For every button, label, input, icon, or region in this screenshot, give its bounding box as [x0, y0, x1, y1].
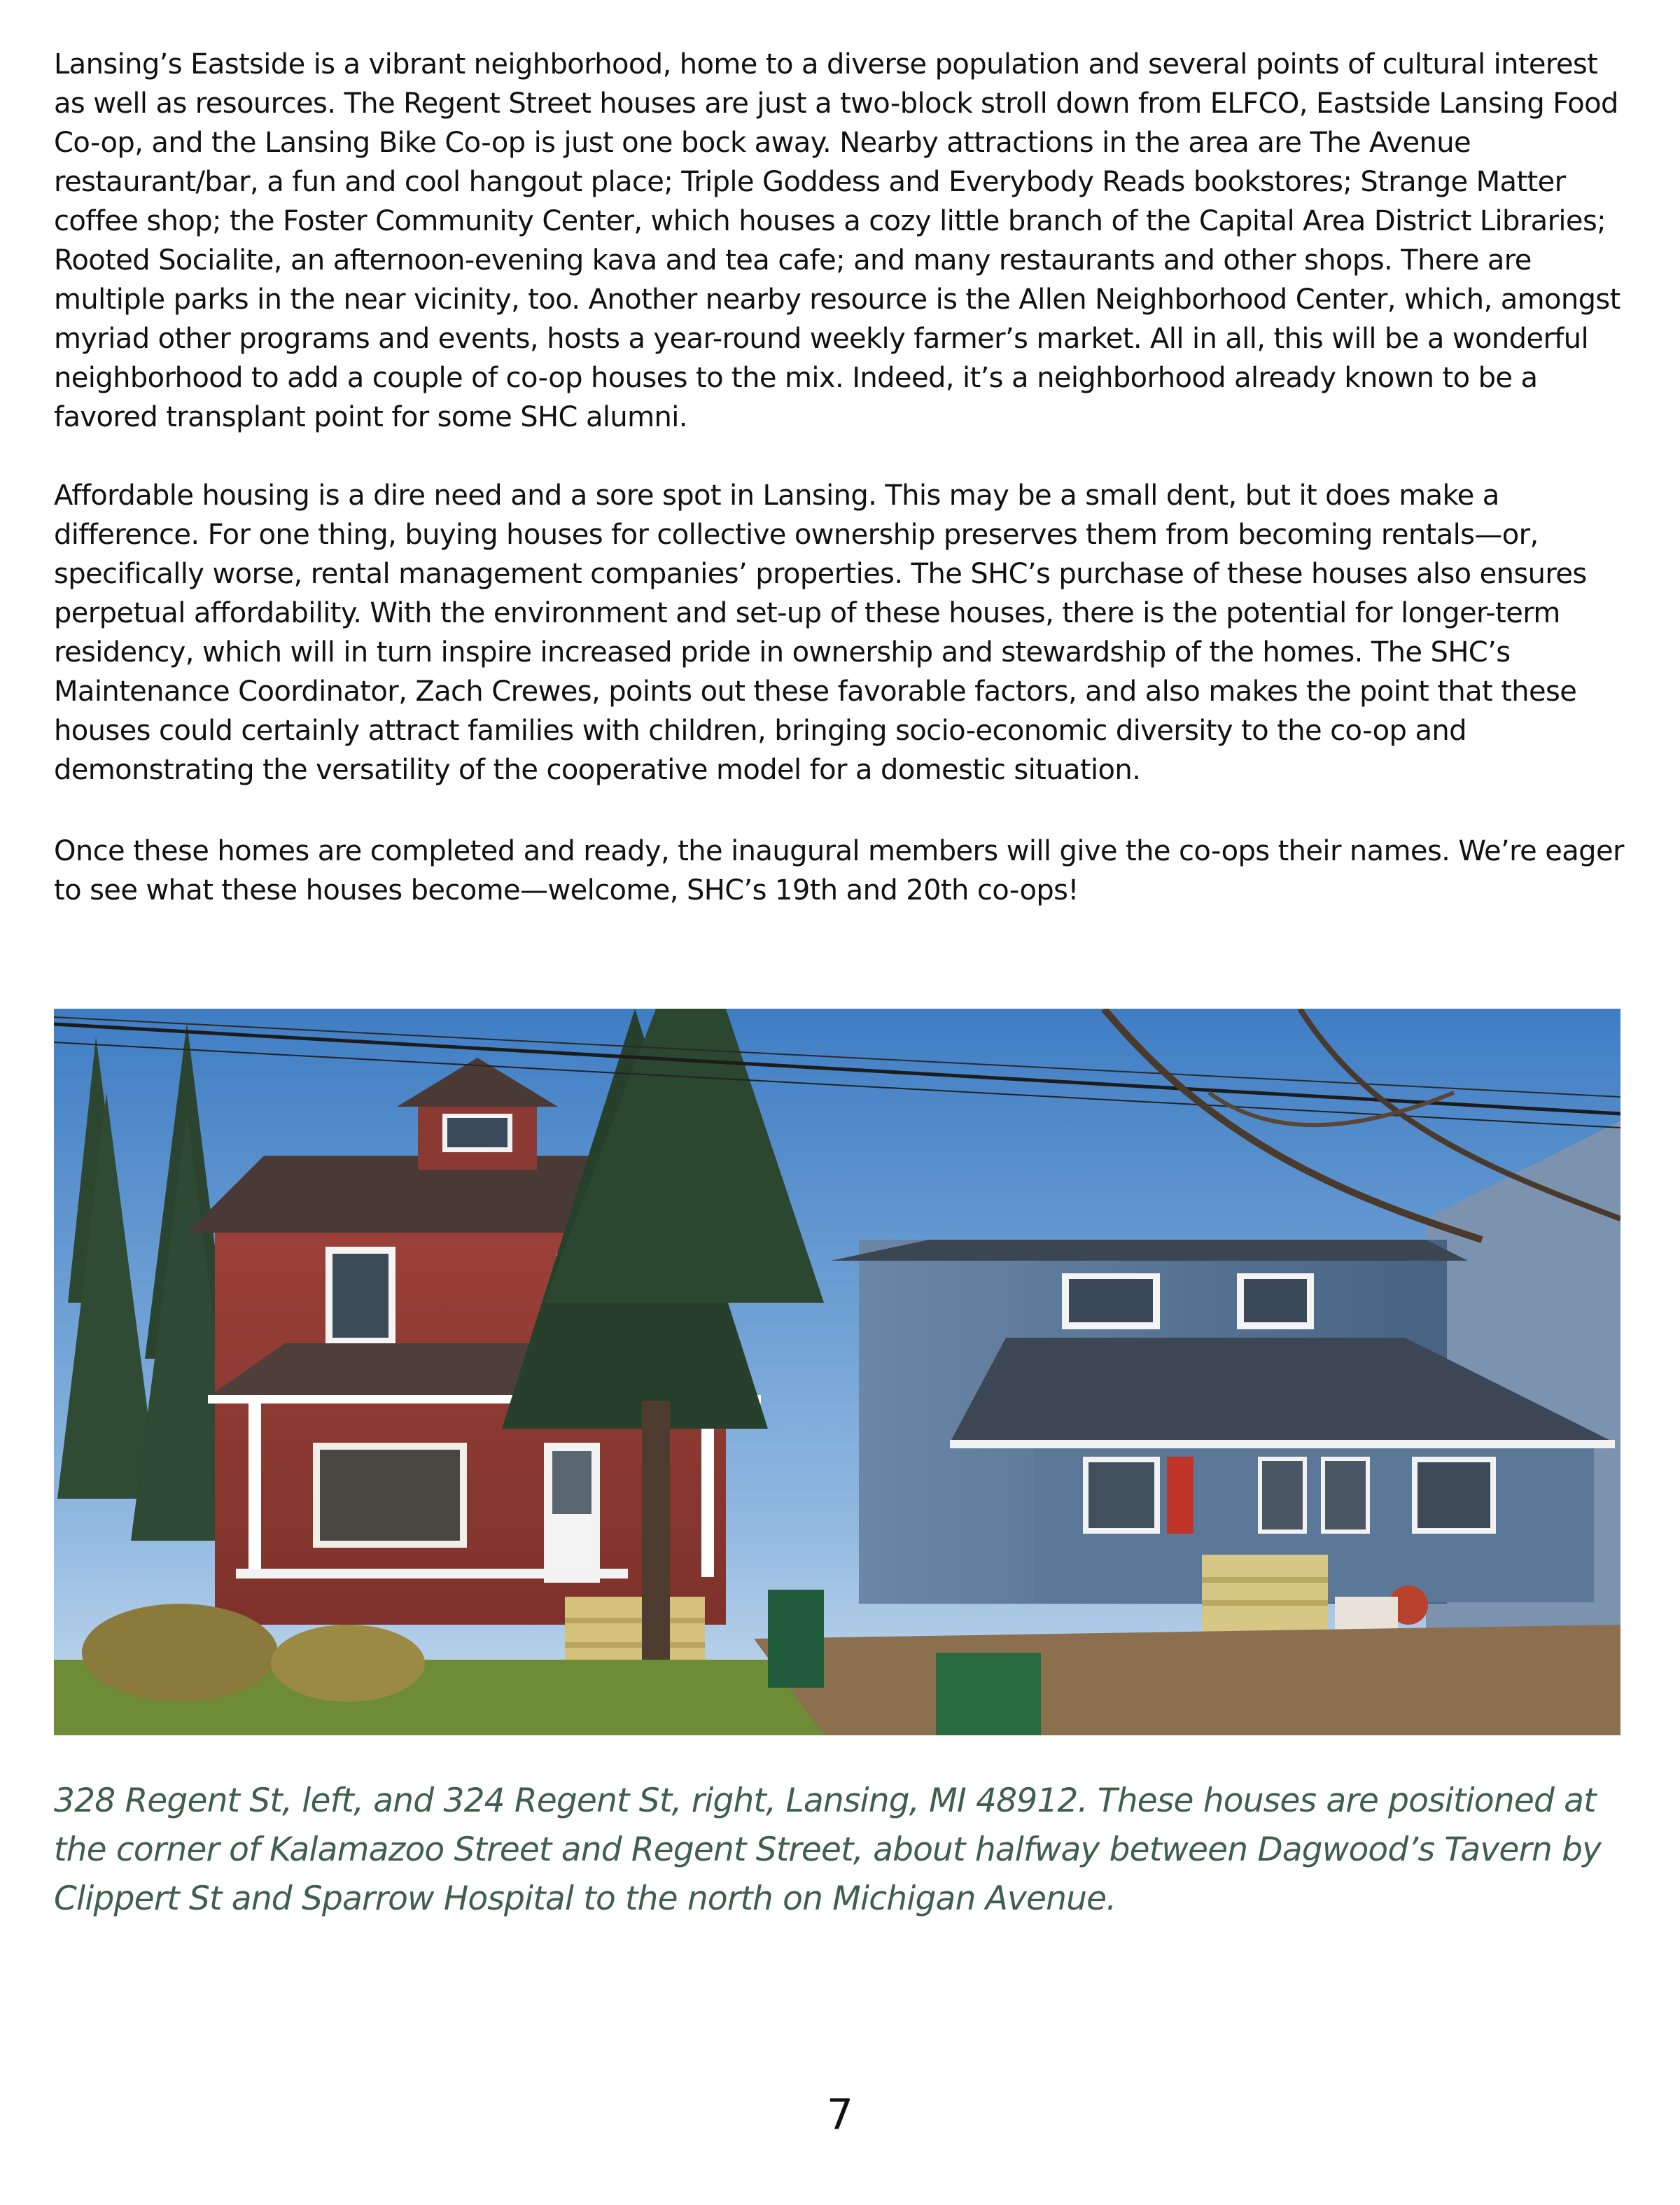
page-number: 7	[826, 2090, 854, 2139]
paragraph-affordable-housing: Affordable housing is a dire need and a sore spot in Lansing. This may be a small dent, but it does make a difference. For one thing, buying houses for collective ownership preserves them from becoming rentals—or, specifically worse, rental management companies’ properties. The SHC’s purchase of these houses also ensures perpetual affordability. With the environment and set-up of these houses, there is the potential for longer-term residency, which will in turn inspire increased pride in ownership and stewardship of the homes. The SHC’s Maintenance Coordinator, Zach Crewes, points out these favorable factors, and also makes the point that these houses could certainly attract families with children, bringing socio-economic diversity to the co-op and demonstrating the versatility of the cooperative model for a domestic situation.	[54, 479, 1587, 786]
paragraph-closing: Once these homes are completed and ready, the inaugural members will give the co-ops their names. We’re eager to see what these houses become—welcome, SHC’s 19th and 20th co-ops!	[54, 835, 1624, 906]
photo-caption: 328 Regent St, left, and 324 Regent St, right, Lansing, MI 48912. These houses are positioned at the corner of Kalamazoo Street and Regent Street, about halfway between Dagwood’s Tavern by Clippert St and Sparrow Hospital to the north on Michigan Avenue.	[54, 1782, 1602, 1918]
paragraph-eastside: Lansing’s Eastside is a vibrant neighborhood, home to a diverse population and several points of cultural interest as well as resources. The Regent Street houses are just a two-block stroll down from ELFCO, Eastside Lansing Food Co-op, and the Lansing Bike Co-op is just one bock away. Nearby attractions in the area are The Avenue restaurant/bar, a fun and cool hangout place; Triple Goddess and Everybody Reads bookstores; Strange Matter coffee shop; the Foster Community Center, which houses a cozy little branch of the Capital Area District Libraries; Rooted Socialite, an afternoon-evening kava and tea cafe; and many restaurants and other shops. There are multiple parks in the near vicinity, too. Another nearby resource is the Allen Neighborhood Center, which, amongst myriad other programs and events, hosts a year-round weekly farmer’s market. All in all, this will be a wonderful neighborhood to add a couple of co-op houses to the mix. Indeed, it’s a neighborhood already known to be a favored transplant point for some SHC alumni.	[54, 48, 1620, 433]
houses-photo	[54, 1009, 1620, 1735]
